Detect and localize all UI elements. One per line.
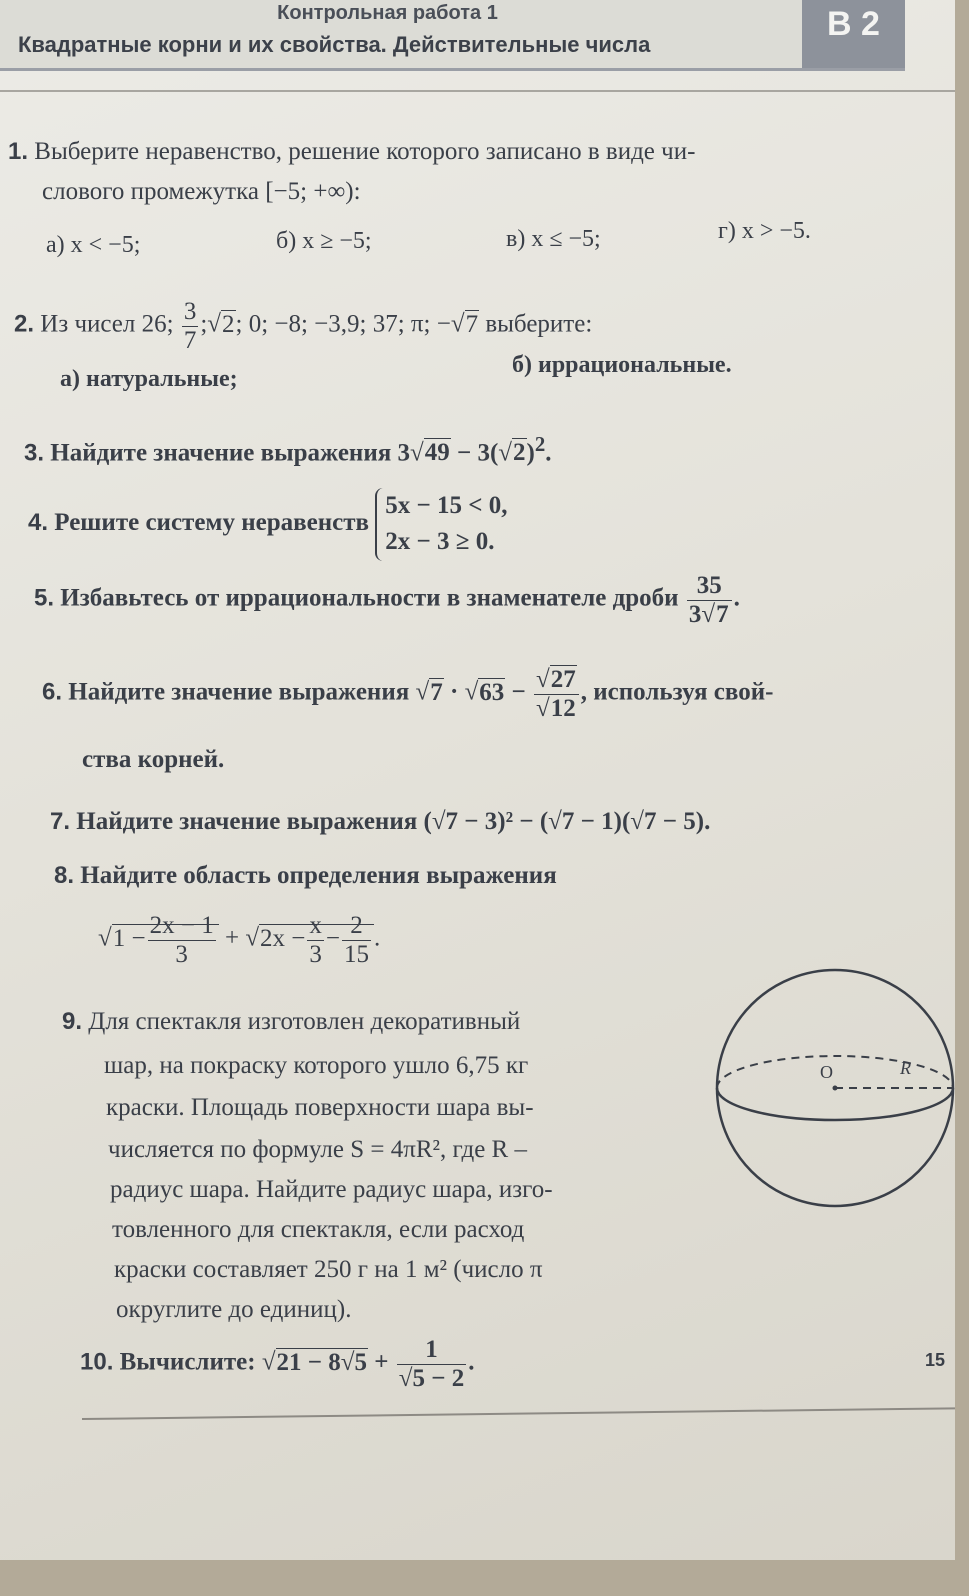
- radicand: 49: [424, 439, 450, 467]
- task-5: [34, 572, 740, 628]
- inequality: 2x − 3 ≥ 0.: [385, 528, 495, 556]
- option-a: а) x < −5;: [46, 232, 141, 258]
- expr: 1 −: [112, 924, 146, 952]
- exponent: 2: [534, 432, 546, 456]
- fraction: [182, 298, 199, 354]
- center-point: [833, 1086, 838, 1091]
- expr: 3√: [688, 600, 716, 628]
- option-b: б) иррациональные.: [512, 352, 732, 378]
- task-9-line2: шар, на покраску которого ушло 6,75 кг: [104, 1052, 529, 1079]
- task-9-line6: товленного для спектакля, если расход: [112, 1216, 525, 1243]
- variant-badge: В 2: [802, 0, 905, 68]
- task-number: 3.: [24, 439, 45, 467]
- task-number: 4.: [28, 508, 49, 536]
- task-9-line3: краски. Площадь поверхности шара вы-: [106, 1094, 534, 1121]
- radicand: 2: [222, 310, 235, 338]
- numerator: x: [309, 912, 322, 939]
- task-number: 2.: [14, 310, 35, 338]
- task-9-line8: округлите до единиц).: [116, 1296, 352, 1323]
- denominator: 3: [309, 940, 322, 968]
- option-b: б) x ≥ −5;: [276, 228, 372, 254]
- radicand: 63: [479, 678, 505, 706]
- task-number: 1.: [8, 138, 29, 165]
- operator: −: [325, 924, 341, 952]
- task-8-expression: √1 − $\frac{2x - 1}{3}$ + √2x − $\frac{x}{3}$ − $\frac{2}{15}$ .: [98, 912, 381, 968]
- page-number: 15: [925, 1350, 946, 1370]
- test-title: Контрольная работа 1: [277, 2, 498, 24]
- punct: .: [374, 924, 381, 952]
- radicand: 7: [430, 678, 443, 706]
- expr: √: [415, 678, 430, 706]
- header-bar: [0, 0, 905, 71]
- interval: [−5; +∞): [265, 178, 354, 205]
- task-3: [24, 432, 552, 467]
- inequality-system: [375, 488, 507, 561]
- sphere-diagram: [712, 956, 955, 1226]
- radius-label: R: [900, 1058, 911, 1078]
- radicand: 7: [716, 600, 729, 628]
- task-number: 5.: [34, 584, 55, 612]
- task-9-line4: числяется по формуле S = 4πR², где R –: [108, 1136, 527, 1163]
- task-text: , используя свой-: [580, 678, 774, 706]
- fraction: [148, 912, 216, 968]
- task-text: Из чисел 26;: [40, 310, 174, 338]
- denominator: 15: [344, 940, 370, 968]
- task-6: [42, 666, 773, 722]
- option-a: а) натуральные;: [60, 366, 238, 392]
- radicand: 21 − 8√5: [276, 1348, 368, 1376]
- task-number: 8.: [54, 862, 75, 889]
- expr: −: [505, 678, 526, 706]
- fraction: [397, 1336, 466, 1392]
- inequality: 5x − 15 < 0,: [385, 492, 508, 519]
- fraction: $\frac{√27}{√12}$: [534, 666, 579, 722]
- task-text: ; 0; −8; −3,9; 37; π; −√: [235, 310, 465, 338]
- equator-back: [717, 1056, 953, 1088]
- task-text: Избавьтесь от иррациональности в знаменателе дроби: [60, 584, 679, 612]
- task-text: Решите систему неравенств: [54, 508, 369, 536]
- task-1-line2: [42, 178, 361, 206]
- numerator: 3: [183, 298, 197, 325]
- task-9-line1: [62, 1008, 520, 1036]
- radical: [259, 912, 374, 968]
- task-text: Найдите значение выражения: [68, 678, 410, 706]
- fraction: [687, 572, 732, 628]
- task-6-line2: ства корней.: [82, 746, 225, 773]
- task-text: слового промежутка: [42, 178, 266, 205]
- task-number: 10.: [80, 1348, 114, 1376]
- task-text: Найдите область определения выражения: [80, 862, 557, 889]
- numerator: 2x − 1: [149, 912, 214, 939]
- task-10: 10. Вычислите: √21 − 8√5 + $\frac{1}{√5 - 2}$ .: [80, 1336, 475, 1392]
- task-9-line7: краски составляет 250 г на 1 м² (число π: [114, 1256, 543, 1283]
- fraction: [307, 912, 324, 968]
- expr: 3√: [397, 439, 424, 467]
- task-number: 9.: [62, 1008, 83, 1035]
- numerator: 2: [350, 912, 363, 939]
- task-1: [8, 138, 695, 166]
- task-4: [28, 488, 507, 561]
- option-c: в) x ≤ −5;: [506, 226, 601, 252]
- task-7: [50, 808, 710, 836]
- radicand: 7: [465, 310, 479, 338]
- task-text: Для спектакля изготовлен декоративный: [88, 1008, 521, 1035]
- task-8: [54, 862, 557, 890]
- operator: +: [374, 1348, 389, 1376]
- punct: .: [545, 439, 552, 467]
- denominator: √5 − 2: [398, 1364, 465, 1392]
- radicand: 27: [550, 666, 576, 693]
- task-text: Найдите значение выражения: [76, 808, 418, 835]
- task-text: Выберите неравенство, решение которого записано в виде чи-: [34, 138, 696, 165]
- operator: +: [224, 924, 240, 952]
- task-number: 6.: [42, 678, 63, 706]
- radicand: 12: [550, 694, 576, 722]
- footer-divider: [82, 1407, 955, 1420]
- equator-front: [717, 1088, 953, 1120]
- expr: (√7 − 3)² − (√7 − 1)(√7 − 5).: [423, 808, 711, 835]
- test-subtitle: Квадратные корни и их свойства. Действительные числа: [18, 32, 651, 57]
- denominator: [687, 600, 732, 629]
- expr: ): [526, 439, 535, 467]
- expr: 2x −: [260, 924, 306, 952]
- punct: .: [733, 584, 740, 612]
- radicand: 2: [513, 439, 526, 467]
- punct: :: [353, 178, 361, 205]
- option-d: г) x > −5.: [718, 218, 811, 244]
- task-text: Найдите значение выражения: [50, 439, 392, 467]
- numerator: 35: [696, 572, 722, 599]
- task-text: Вычислите:: [119, 1348, 256, 1376]
- fraction: [342, 912, 371, 968]
- expr: · √: [443, 678, 479, 706]
- denominator: 7: [183, 326, 197, 354]
- task-number: 7.: [50, 808, 71, 835]
- denominator: 3: [148, 940, 216, 969]
- header-divider: [0, 90, 955, 92]
- center-label: O: [820, 1062, 833, 1082]
- numerator: 1: [425, 1336, 438, 1363]
- punct: .: [468, 1348, 475, 1376]
- expr: − 3(√: [450, 439, 513, 467]
- task-9-line5: радиус шара. Найдите радиус шара, изго-: [110, 1176, 553, 1203]
- task-2: 2. Из чисел 26; $\frac{3}{7}$ ;√2; 0; −8; −3,9; 37; π; −√7 выберите:: [14, 298, 593, 354]
- radical: [112, 912, 219, 968]
- task-text: выберите:: [479, 310, 593, 338]
